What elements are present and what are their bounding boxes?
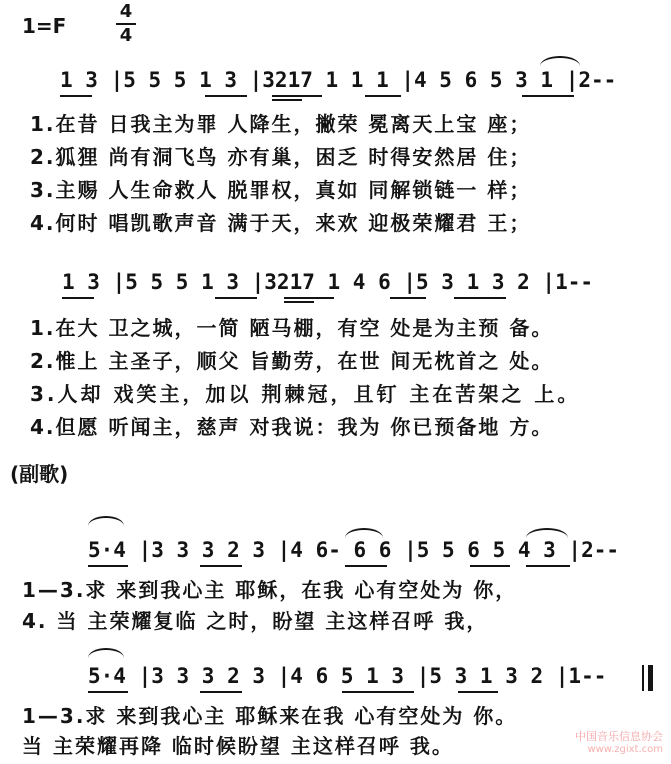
meter-top: 4 [119, 1, 133, 22]
underline [62, 297, 94, 299]
final-barline-thick [648, 665, 653, 691]
slur [526, 528, 568, 538]
underline [272, 99, 302, 101]
underline [470, 565, 510, 567]
meter-bottom: 4 [119, 25, 133, 46]
chorus-notes-line-2: 5·4 |3 3 3 2 3 |4 6 5 1 3 |5 3 1 3 2 |1-- [88, 664, 607, 688]
final-barline-thin [642, 665, 644, 691]
underline [458, 691, 498, 693]
slur [540, 56, 580, 66]
watermark-url: www.zgixt.com [587, 744, 663, 755]
underline [284, 301, 314, 303]
chorus-lyric-1-2: 4. 当 主荣耀复临 之时，盼望 主这样召呼 我， [22, 609, 489, 633]
underline [272, 95, 322, 97]
underline [365, 95, 401, 97]
underline [342, 691, 414, 693]
chorus-label: (副歌) [10, 462, 69, 486]
chorus-lyric-2-1: 1—3.求 来到我心主 耶稣来在我 心有空处为 你。 [22, 704, 518, 728]
slur [345, 528, 383, 538]
verse-lyric-1-4: 4.何时 唱凯歌声音 满于天，来欢 迎极荣耀君 王； [30, 211, 532, 235]
underline [284, 297, 334, 299]
time-signature [116, 2, 136, 46]
verse-lyric-1-1: 1.在昔 日我主为罪 人降生，撇荣 冕离天上宝 座； [30, 112, 532, 136]
underline [522, 95, 574, 97]
underline [345, 565, 387, 567]
verse-notes-line-2: 1 3 |5 5 5 1 3 |3217 1 4 6 |5 3 1 3 2 |1-- [62, 270, 594, 294]
verse-lyric-2-2: 2.惟上 主圣子，顺父 旨勤劳，在世 间无枕首之 处。 [30, 349, 554, 373]
verse-lyric-1-3: 3.主赐 人生命救人 脱罪权，真如 同解锁链一 样； [30, 178, 532, 202]
verse-lyric-2-1: 1.在大 卫之城，一简 陋马棚，有空 处是为主预 备。 [30, 316, 554, 340]
verse-lyric-2-4: 4.但愿 听闻主，慈声 对我说：我为 你已预备地 方。 [30, 415, 554, 439]
key-signature: 1=F [22, 14, 67, 38]
underline [526, 565, 570, 567]
underline [60, 95, 92, 97]
underline [205, 95, 247, 97]
chorus-notes-line-1: 5·4 |3 3 3 2 3 |4 6- 6 6 |5 5 6 5 4 3 |2-- [88, 538, 620, 562]
underline [88, 691, 128, 693]
underline [200, 565, 242, 567]
watermark-text: 中国音乐信息协会 [575, 730, 663, 743]
chorus-lyric-1-1: 1—3.求 来到我心主 耶稣，在我 心有空处为 你， [22, 578, 518, 602]
verse-lyric-2-3: 3.人却 戏笑主，加以 荆棘冠，且钉 主在苦架之 上。 [30, 382, 581, 406]
fermata [88, 648, 124, 658]
underline [88, 565, 128, 567]
fermata [88, 516, 124, 526]
chorus-lyric-2-2: 当 主荣耀再降 临时候盼望 主这样召呼 我。 [22, 734, 454, 758]
verse-lyric-1-2: 2.狐狸 尚有洞飞鸟 亦有巢，困乏 时得安然居 住； [30, 145, 532, 169]
underline [200, 691, 242, 693]
verse-notes-line-1: 1 3 |5 5 5 1 3 |3217 1 1 1 |4 5 6 5 3 1 |2-- [60, 68, 617, 92]
underline [215, 297, 257, 299]
underline [390, 297, 426, 299]
underline [454, 297, 506, 299]
